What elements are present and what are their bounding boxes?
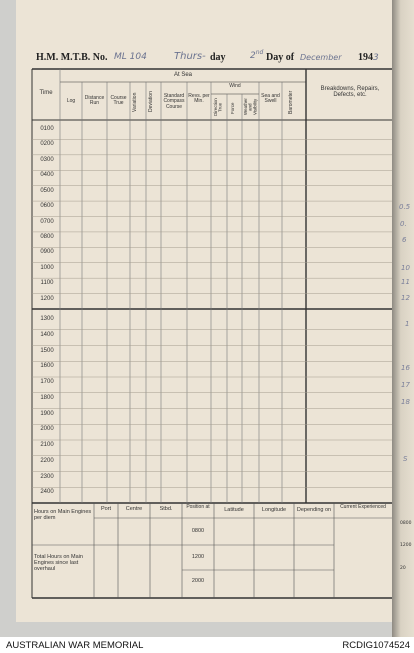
force-header: Force (230, 102, 235, 114)
revs-header: Revs. per Min. (188, 93, 210, 105)
pos-time-0800: 0800 (191, 528, 205, 534)
at-sea-header: At Sea (173, 72, 192, 78)
time-label: 0100 (40, 126, 54, 132)
stbd-header: Stbd. (159, 506, 173, 512)
time-label: 0900 (40, 249, 54, 256)
archive-id: RCDIG1074524 (342, 640, 410, 651)
wind-header: Wind (229, 83, 241, 89)
distance-run-header: Distance Run (84, 95, 105, 107)
time-label: 1300 (40, 316, 54, 322)
time-label: 2300 (40, 473, 54, 480)
time-label: 2200 (40, 457, 54, 464)
archive-name: AUSTRALIAN WAR MEMORIAL (6, 640, 144, 651)
time-label: 0500 (40, 187, 54, 194)
current-experienced-header: Current Experienced (340, 504, 386, 510)
margin-note: 17 (401, 381, 410, 389)
margin-note: 18 (401, 398, 410, 406)
time-label: 0700 (40, 218, 54, 225)
port-header: Port (100, 506, 112, 512)
sea-swell-header: Sea and Swell (261, 93, 280, 105)
time-label: 1700 (40, 379, 54, 385)
next-page-time: 0800 (400, 521, 412, 526)
year: 1943 (358, 52, 379, 63)
time-header: Time (39, 90, 53, 96)
breakdowns-header: Breakdowns, Repairs, Defects, etc. (320, 86, 380, 99)
margin-note: 16 (401, 364, 410, 372)
time-label: 0200 (40, 141, 54, 148)
time-label: 2100 (40, 442, 54, 448)
depending-on-header: Depending on (296, 507, 332, 513)
time-label: 0600 (40, 203, 54, 210)
margin-note: 12 (401, 294, 410, 302)
vessel-number: ML 104 (114, 52, 147, 62)
time-label: 1400 (40, 331, 54, 338)
total-hours-label: Total Hours on Main Engines since last overhaul (34, 554, 83, 572)
centre-header: Centre (125, 506, 143, 512)
time-label: 0400 (40, 172, 54, 179)
time-label: 1900 (40, 410, 54, 417)
time-label: 2000 (40, 426, 54, 433)
time-label: 1800 (40, 394, 54, 401)
hours-main-label: Hours on Main Engines per diem (34, 509, 92, 521)
margin-note: 0. (400, 220, 407, 228)
course-true-header: Course True (110, 95, 127, 107)
log-header: Log (66, 98, 76, 104)
month: December (300, 53, 342, 62)
margin-note: 6 (402, 236, 407, 244)
standard-compass-header: Standard Compass Course (163, 93, 185, 110)
deviation-header: Deviation (148, 91, 154, 113)
vessel-label: H.M. M.T.B. No. (36, 52, 108, 63)
margin-note: S (403, 455, 408, 463)
time-label: 1100 (40, 280, 54, 287)
margin-note: 0.5 (399, 203, 411, 211)
time-label: 1000 (40, 264, 54, 271)
barometer-header: Barometer (288, 90, 294, 114)
day-label: day (210, 52, 226, 63)
weather-visibility-header: Weather and Visibility (243, 98, 258, 116)
next-page-time: 1200 (400, 543, 412, 548)
day-of-label: Day of (266, 52, 295, 63)
time-label: 0800 (40, 233, 54, 240)
archive-footer (0, 637, 414, 653)
time-label: 1500 (40, 347, 54, 354)
pos-time-2000: 2000 (191, 578, 205, 584)
longitude-header: Longitude (261, 507, 287, 513)
next-page-time: 20 (400, 566, 406, 571)
time-label: 2400 (40, 489, 54, 496)
time-label: 0300 (40, 156, 54, 163)
position-at-header: Position at (186, 504, 210, 510)
pos-time-1200: 1200 (191, 554, 205, 560)
variation-header: Variation (132, 92, 138, 112)
day-name: Thurs- (174, 51, 206, 62)
latitude-header: Latitude (224, 507, 244, 513)
day-number: 2nd (250, 49, 264, 61)
direction-true-header: Direction True (213, 98, 223, 116)
margin-note: 10 (401, 264, 410, 272)
margin-note: 1 (405, 320, 410, 328)
time-label: 1200 (40, 295, 54, 302)
time-label: 1600 (40, 363, 54, 370)
margin-note: 11 (401, 278, 410, 286)
